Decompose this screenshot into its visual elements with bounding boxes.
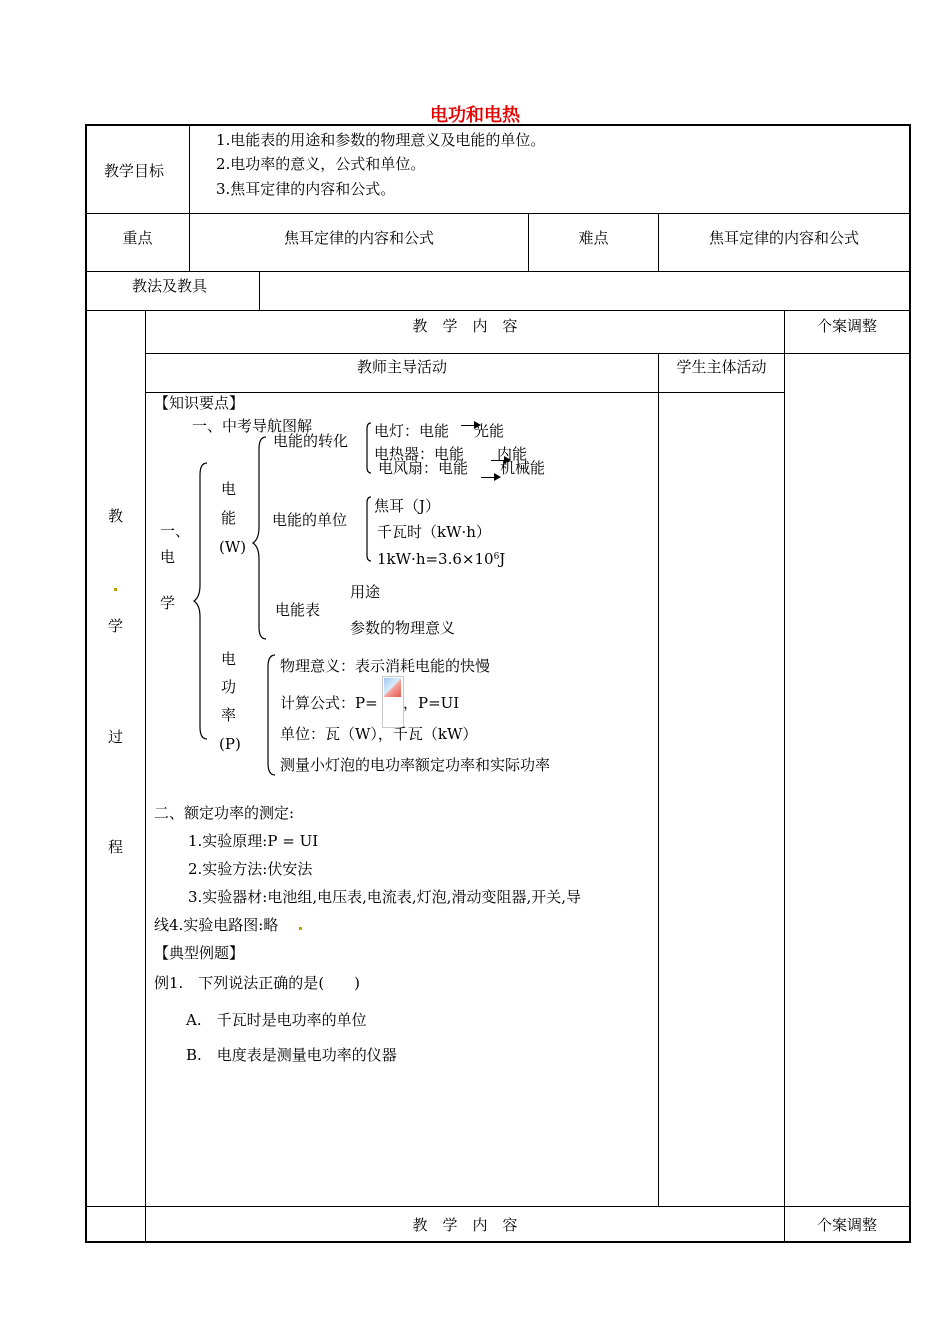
unit-label: 电能的单位	[272, 511, 348, 529]
key-point-value: 焦耳定律的内容和公式	[283, 229, 434, 247]
power-formula-alt: ，P=UI	[403, 694, 460, 712]
example-question: 例1. 下列说法正确的是( )	[154, 974, 361, 992]
examples-heading: 【典型例题】	[154, 944, 245, 962]
key-point-label: 重点	[122, 229, 153, 247]
rated-power-item: 线4.实验电路图:略	[154, 916, 279, 934]
power-label: 电	[221, 650, 237, 668]
nav-heading: 一、中考导航图解	[192, 417, 313, 435]
example-option: B. 电度表是测量电功率的仪器	[186, 1046, 397, 1064]
example-option: A. 千瓦时是电功率的单位	[186, 1011, 367, 1029]
heater-target: 内能	[497, 445, 528, 463]
fan-conversion: 电风扇：电能	[378, 459, 469, 477]
process-label-char: 学	[108, 617, 124, 635]
objectives-label: 教学目标	[104, 162, 165, 180]
content-header-bottom: 教 学 内 容	[412, 1216, 518, 1234]
meter-label: 电能表	[275, 601, 321, 619]
formula-image-icon	[382, 676, 404, 728]
adjust-header-bottom: 个案调整	[816, 1216, 877, 1234]
unit-kwh: 千瓦时（kW·h）	[377, 523, 491, 541]
branch-label: 一、	[160, 522, 191, 540]
unit-equation: $1kW\cdot h=3.6\times 10^6J$	[377, 550, 506, 568]
rated-power-heading: 二、额定功率的测定:	[154, 804, 295, 822]
methods-label: 教法及教具	[132, 277, 208, 295]
process-label-char: 教	[108, 507, 124, 525]
power-meaning: 物理意义：表示消耗电能的快慢	[280, 657, 491, 675]
power-label: 率	[221, 706, 237, 724]
page-title: 电功和电热	[430, 105, 520, 126]
knowledge-heading: 【知识要点】	[154, 394, 245, 412]
conversion-label: 电能的转化	[273, 432, 349, 450]
unit-joule: 焦耳（J）	[374, 497, 441, 515]
power-unit: 单位：瓦（W），千瓦（kW）	[280, 725, 478, 743]
arrow-icon	[481, 477, 499, 478]
power-formula: 计算公式：P=	[280, 694, 378, 712]
rated-power-item: 1.实验原理:P = UI	[188, 832, 319, 850]
power-label: 功	[221, 678, 237, 696]
process-label-char: 过	[108, 728, 124, 746]
rated-power-item: 2.实验方法:伏安法	[188, 860, 313, 878]
meter-param: 参数的物理意义	[350, 619, 456, 637]
lamp-conversion: 电灯：电能	[374, 422, 450, 440]
meter-use: 用途	[350, 583, 381, 601]
fan-target: 机械能	[500, 459, 546, 477]
energy-label: 电	[221, 480, 237, 498]
difficulty-value: 焦耳定律的内容和公式	[708, 229, 859, 247]
process-label-char: 程	[108, 838, 124, 856]
content-header: 教 学 内 容	[412, 317, 518, 335]
heater-conversion: 电热器：电能	[374, 445, 465, 463]
difficulty-label: 难点	[578, 229, 609, 247]
adjust-header: 个案调整	[816, 317, 877, 335]
power-measure: 测量小灯泡的电功率额定功率和实际功率	[280, 756, 551, 774]
energy-label: 能	[221, 509, 237, 527]
teacher-header: 教师主导活动	[356, 358, 447, 376]
decorative-dot	[299, 927, 302, 930]
branch-label: 学	[160, 594, 176, 612]
power-label: (P)	[219, 735, 241, 753]
branch-label: 电	[160, 548, 176, 566]
decorative-dot	[114, 588, 117, 591]
energy-label: (W)	[219, 538, 247, 556]
lamp-target: 光能	[474, 422, 505, 440]
student-header: 学生主体活动	[676, 358, 767, 376]
rated-power-item: 3.实验器材:电池组,电压表,电流表,灯泡,滑动变阻器,开关,导	[188, 888, 581, 906]
objective-item: 1.电能表的用途和参数的物理意义及电能的单位。	[216, 131, 546, 149]
objective-item: 3.焦耳定律的内容和公式。	[216, 180, 396, 198]
objective-item: 2.电功率的意义，公式和单位。	[216, 155, 426, 173]
